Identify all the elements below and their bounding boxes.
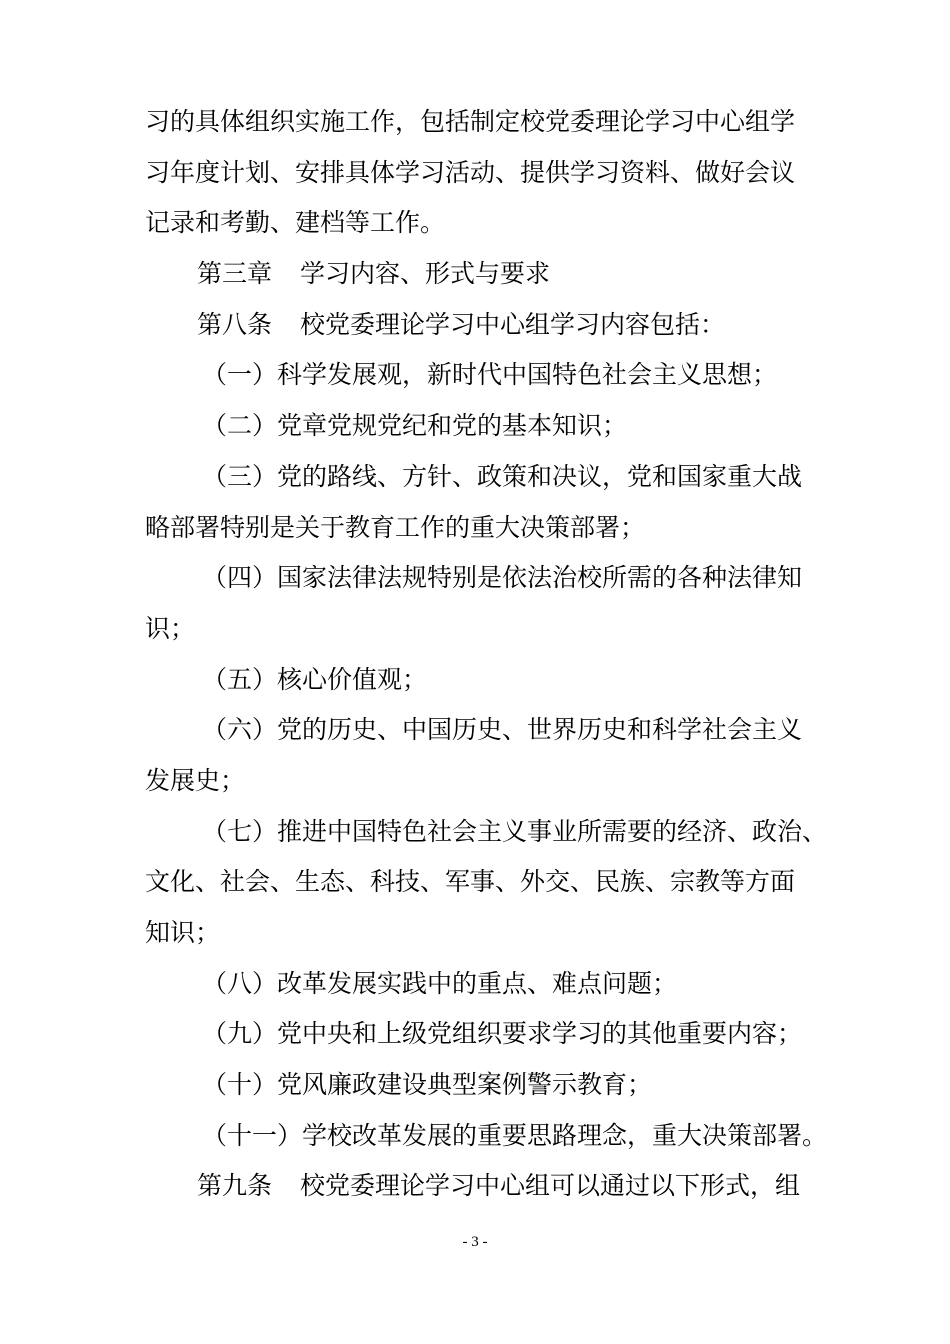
article-number: 第九条 [197, 1171, 273, 1201]
list-item-continuation: 识； [145, 613, 196, 643]
chapter-title: 学习内容、形式与要求 [300, 259, 551, 289]
list-item: （一）科学发展观，新时代中国特色社会主义思想； [202, 360, 778, 390]
body-text [145, 97, 828, 1212]
list-item-continuation: 文化、社会、生态、科技、军事、外交、民族、宗教等方面 [145, 867, 796, 897]
article-9 [145, 1161, 810, 1212]
list-item: （十一）学校改革发展的重要思路理念，重大决策部署。 [202, 1120, 828, 1150]
list-item: （三）党的路线、方针、政策和决议，党和国家重大战 [202, 461, 803, 491]
text-line: 习的具体组织实施工作，包括制定校党委理论学习中心组学 [145, 107, 796, 136]
list-item-continuation: 知识； [145, 918, 221, 947]
article-text: 校党委理论学习中心组学习内容包括： [300, 309, 726, 339]
article-8 [145, 300, 810, 351]
chapter-number: 第三章 [197, 259, 273, 289]
page-number: - 3 - [462, 1234, 488, 1250]
list-item: （六）党的历史、中国历史、世界历史和科学社会主义 [202, 715, 803, 745]
list-item: （八）改革发展实践中的重点、难点问题； [202, 968, 678, 998]
list-item: （二）党章党规党纪和党的基本知识； [202, 411, 628, 441]
text-line: 习年度计划、安排具体学习活动、提供学习资料、做好会议 [145, 157, 796, 187]
list-item: （七）推进中国特色社会主义事业所需要的经济、政治、 [202, 816, 828, 846]
list-item-continuation: 略部署特别是关于教育工作的重大决策部署； [145, 512, 646, 542]
list-item: （九）党中央和上级党组织要求学习的其他重要内容； [202, 1019, 803, 1049]
text-line: 记录和考勤、建档等工作。 [145, 208, 446, 238]
article-number: 第八条 [197, 309, 273, 339]
list-item: （十）党风廉政建设典型案例警示教育； [202, 1070, 653, 1100]
list-item-continuation: 发展史； [145, 765, 246, 795]
list-item: （五）核心价值观； [202, 664, 428, 694]
list-item: （四）国家法律法规特别是依法治校所需的各种法律知 [202, 563, 803, 593]
chapter-heading [145, 249, 810, 300]
article-text: 校党委理论学习中心组可以通过以下形式，组 [300, 1171, 801, 1201]
